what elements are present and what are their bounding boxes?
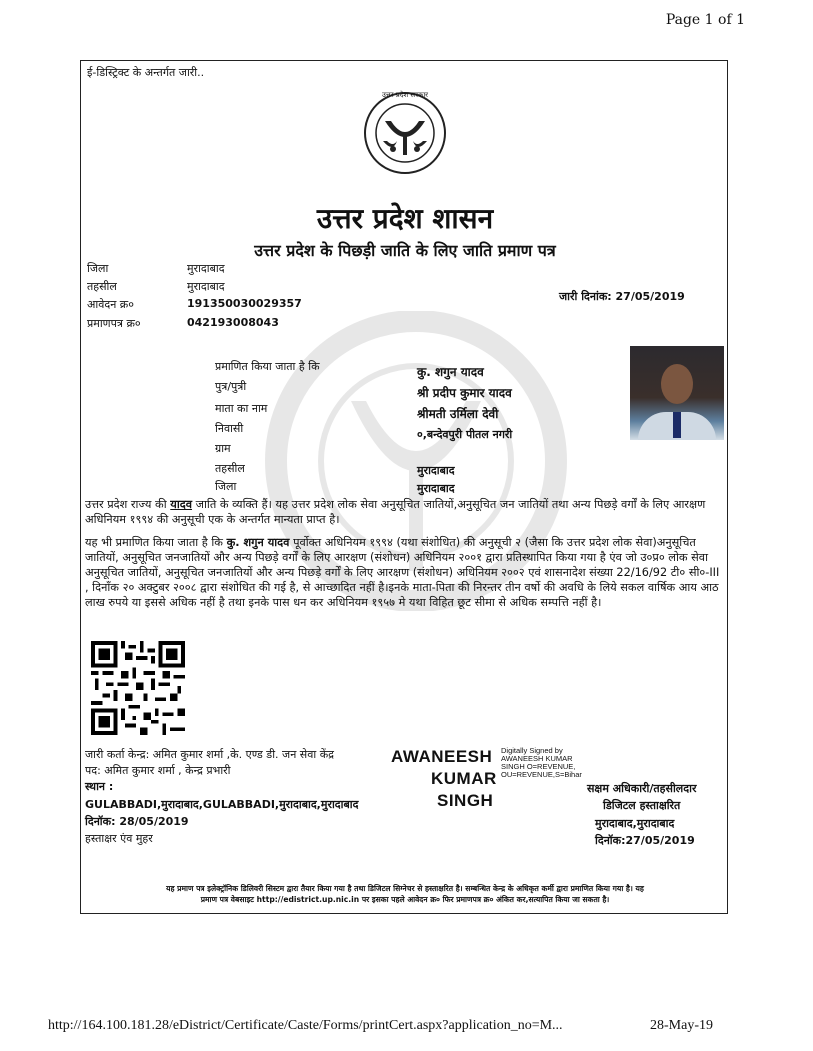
issuer-place-label: स्थान : (85, 780, 114, 793)
officer-digital-signed: डिजिटल हस्ताक्षरित (603, 799, 681, 812)
footer-line-2: प्रमाण पत्र वेबसाइट http://edistrict.up.nic.in पर इसका पहले आवेदन क्र० फिर प्रमाणपत्र क्र० अंकित कर,सत्यापित किया जा सकता है। (200, 895, 610, 904)
certificate-frame (80, 60, 728, 914)
photo-tie (673, 412, 681, 438)
officer-place: मुरादाबाद,मुरादाबाद (595, 817, 675, 830)
certification-paragraph (85, 535, 725, 610)
caste-name: यादव (170, 498, 193, 511)
certification-paragraph-start: यह भी प्रमाणित किया जाता है कि (85, 536, 223, 549)
digital-signature-detail-3: SINGH O=REVENUE, (501, 762, 576, 771)
issuer-center: जारी कर्ता केन्द्र: अमित कुमार शर्मा ,के. एण्ड डी. जन सेवा केंद्र (85, 748, 334, 761)
district-value: मुरादाबाद (187, 262, 225, 275)
application-label: आवेदन क्र० (87, 298, 134, 311)
issuer-signature-label: हस्ताक्षर एंव मुहर (85, 832, 153, 845)
mother-label: माता का नाम (215, 402, 268, 415)
photo-face (661, 364, 693, 404)
footer-line-1: यह प्रमाण पत्र इलेक्ट्रॉनिक डिलिवरी सिस्टम द्वारा तैयार किया गया है तथा डिजिटल सिग्नेचर से हस्ताक्षरित है। सम्बन्धित केन्द्र के अधिकृत कर्मी द्वारा प्रमाणित किया गया है। यह (166, 884, 644, 893)
footer-note (91, 883, 719, 905)
father-name: श्री प्रदीप कुमार यादव (417, 386, 512, 400)
digital-signature-details (501, 747, 582, 779)
digital-signature-detail-1: Digitally Signed by (501, 746, 563, 755)
issue-date-value: 27/05/2019 (615, 290, 685, 303)
application-number: 191350030029357 (187, 297, 302, 310)
tehsil-value: मुरादाबाद (187, 280, 225, 293)
digital-signature-detail-4: OU=REVENUE,S=Bihar (501, 770, 582, 779)
signer-name-line2: KUMAR (431, 769, 497, 788)
officer-title: सक्षम अधिकारी/तहसीलदार (587, 782, 697, 795)
district-label: जिला (87, 262, 109, 275)
person-tehsil-value: मुरादाबाद (417, 464, 455, 477)
issuer-place: GULABBADI,मुरादाबाद,GULABBADI,मुरादाबाद,मुरादाबाद (85, 798, 359, 811)
print-date: 28-May-19 (650, 1018, 713, 1033)
certificate-number: 042193008043 (187, 316, 279, 329)
tehsil-label: तहसील (87, 280, 117, 293)
page-subtitle: उत्तर प्रदेश के पिछड़ी जाति के लिए जाति प्रमाण पत्र (254, 241, 556, 260)
caste-paragraph (85, 497, 725, 527)
mother-name: श्रीमती उर्मिला देवी (417, 407, 499, 421)
village-label: ग्राम (215, 442, 231, 455)
page-number: Page 1 of 1 (665, 12, 745, 28)
person-district-label: जिला (215, 480, 237, 493)
certified-label: प्रमाणित किया जाता है कि (215, 360, 320, 373)
resident-label: निवासी (215, 422, 244, 435)
issuer-date: दिनॉक: 28/05/2019 (85, 815, 189, 828)
issue-date (559, 289, 685, 304)
child-label: पुत्र/पुत्री (215, 380, 247, 393)
caste-paragraph-start: उत्तर प्रदेश राज्य की (85, 498, 167, 511)
issuer-post: पद: अमित कुमार शर्मा , केन्द्र प्रभारी (85, 764, 231, 777)
digital-signature-detail-2: AWANEESH KUMAR (501, 754, 573, 763)
emblem-text: उत्तर प्रदेश सरकार (381, 91, 429, 99)
person-tehsil-label: तहसील (215, 462, 245, 475)
officer-date: दिनॉक:27/05/2019 (595, 834, 695, 847)
signer-name-line1: AWANEESH (391, 747, 493, 766)
issue-date-label: जारी दिनांक: (559, 290, 612, 303)
certification-paragraph-rest: पूर्वोक्त अधिनियम १९९४ (यथा संशोधित) की अनुसूची २ (जैसा कि उत्तर प्रदेश लोक सेवा)अनुसूचित जातियों, अनुसूचित जनजातियों और अन्य पिछड़े वर्गों के लिए आरक्षण (संशोधन) अधिनियम २००१ द्वारा प्रतिस्थापित किया गया है एंव जो उ०प्र० लोक सेवा अनुसूचित जातियों, अनुसूचित जनजातियों और अन्य पिछड़े वर्गों के लिए आरक्षण (संशोधन) अधिनियम २००२ एवं शासनादेश संख्या 22/16/92 टी० सी०-III , दिनाँक २० अक्टुबर २००८ द्वारा संशोधित की गई है, से आच्छादित नहीं है।इनके माता-पिता की निरन्तर तीन वर्षो की अवधि के लिये सकल वार्षिक आय आठ लाख रुपये या इससे अधिक नहीं है तथा इनके पास धन कर अधिनियम १९५७ मे यथा विहित छूट सीमा से अधिक सम्पत्ति नहीं है। (85, 536, 720, 609)
person-district-value: मुरादाबाद (417, 482, 455, 495)
certificate-label: प्रमाणपत्र क्र० (87, 317, 141, 330)
header-note: ई-डिस्ट्रिक्ट के अन्तर्गत जारी.. (87, 66, 205, 79)
caste-paragraph-rest: जाति के व्यक्ति हैं। यह उत्तर प्रदेश लोक सेवा अनुसूचित जातियों,अनुसूचित जन जातियों तथा अन्य पिछड़े वर्गों के लिए आरक्षण अधिनियम १९९४ की अनुसूची एक के अन्तर्गत मान्यता प्राप्त है। (85, 498, 706, 526)
certification-person-name: कु. शगुन यादव (226, 536, 290, 549)
resident-value: ०,बन्देवपुरी पीतल नगरी (417, 428, 513, 441)
signer-name-line3: SINGH (437, 791, 494, 810)
page-title: उत्तर प्रदेश शासन (316, 202, 494, 235)
applicant-photo (630, 346, 724, 440)
print-url: http://164.100.181.28/eDistrict/Certificate/Caste/Forms/printCert.aspx?application_no=M... (48, 1018, 563, 1033)
state-emblem-icon (363, 91, 447, 175)
person-name: कु. शगुन यादव (417, 365, 484, 379)
qr-code (91, 641, 185, 735)
